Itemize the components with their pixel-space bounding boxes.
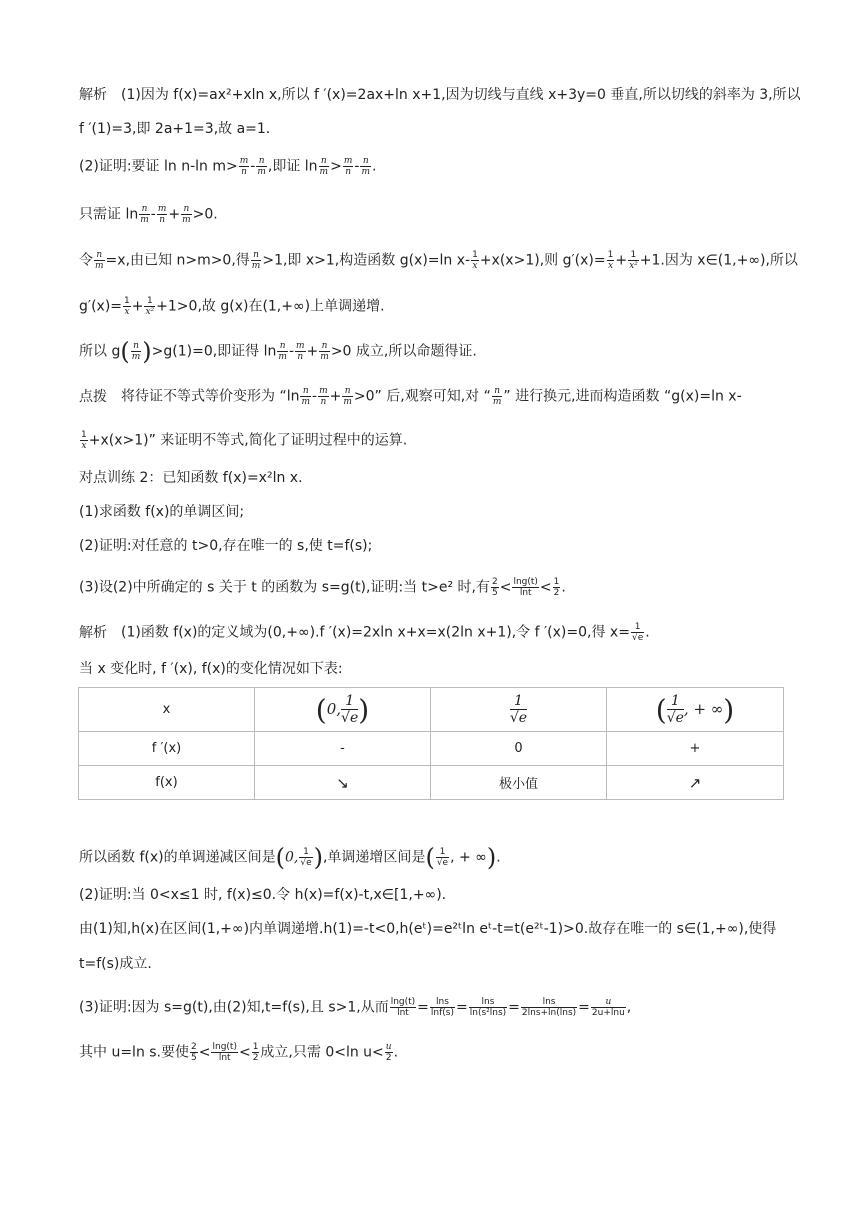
- text: (3)证明:因为 s=g(t),由(2)知,t=f(s),且 s>1,从而: [79, 999, 389, 1016]
- text: =x,由已知 n>m>0,得: [105, 252, 250, 269]
- text: 成立,只需 0<ln u<: [260, 1044, 384, 1061]
- fraction: $\frac{n}{m}$: [140, 204, 149, 225]
- fraction: $\frac{1}{2}$: [553, 577, 560, 598]
- solution-line-1: [79, 86, 801, 104]
- monotonic-intervals: 所以函数 f(x)的单调递减区间是(0, $\frac{1}{√e}$ ),单调递增区间是( $\frac{1}{√e}$ , + ∞).: [79, 843, 501, 872]
- fraction: $\frac{n}{m}$: [182, 204, 191, 225]
- variation-table: [78, 687, 784, 800]
- table-cell: +: [607, 732, 784, 766]
- text: >0.: [192, 206, 218, 223]
- fraction: $\frac{m}{n}$: [157, 204, 167, 225]
- text: 当 x 变化时, f ′(x), f(x)的变化情况如下表:: [79, 661, 343, 677]
- fraction: $\frac{n}{m}$: [319, 156, 329, 177]
- fraction: $\frac{u}{2u+\ln u}$: [591, 997, 625, 1018]
- fraction: $\frac{1}{x}$: [81, 430, 87, 451]
- text: (1)函数 f(x)的定义域为(0,+∞).f ′(x)=2xln x+x=x(2ln x+1),令 f ′(x)=0,得 x=: [121, 624, 630, 641]
- fraction: $\frac{m}{n}$: [319, 386, 328, 407]
- text: .: [371, 158, 377, 175]
- text: +1>0,故 g(x)在(1,+∞)上单调递增.: [156, 298, 385, 315]
- text: =: [578, 999, 590, 1016]
- text: +: [131, 298, 144, 315]
- text: (3)设(2)中所确定的 s 关于 t 的函数为 s=g(t),证明:当 t>e² 时,有: [79, 579, 490, 596]
- fraction: $\frac{n}{m}$: [251, 250, 261, 271]
- fraction: $\frac{\ln g(t)}{\ln t}$: [212, 1042, 237, 1063]
- fraction: $\frac{2}{5}$: [191, 1042, 197, 1063]
- table-cell: f ′(x): [79, 732, 255, 766]
- text: 所以函数 f(x)的单调递减区间是: [79, 849, 276, 866]
- text: 令: [79, 252, 93, 269]
- text: >g(1)=0,即证得 ln: [151, 343, 277, 360]
- proof-line-5: 所以 g( $\frac{n}{m}$ )>g(1)=0,即证得 ln $\frac{n}{m}$ - $\frac{m}{n}$ + $\frac{n}{m}$ >0 成立,所以命题得证.: [79, 337, 477, 366]
- table-cell: x: [79, 688, 255, 732]
- fraction: $\frac{\ln g(t)}{\ln t}$: [513, 577, 538, 598]
- text: (2)证明:对任意的 t>0,存在唯一的 s,使 t=f(s);: [79, 538, 373, 554]
- fraction: $\frac{n}{m}$: [492, 386, 502, 407]
- fraction: $\frac{n}{m}$: [257, 156, 266, 177]
- proof-line-3: [79, 250, 798, 271]
- fraction: $\frac{\ln g(t)}{\ln t}$: [390, 997, 416, 1018]
- proof2-line-2: [79, 920, 776, 938]
- exercise-part-2: [79, 537, 372, 555]
- proof-line-4: [79, 296, 385, 317]
- text: =: [508, 999, 520, 1016]
- table-cell: ( $\frac{1}{√e}$ , + ∞): [607, 688, 784, 732]
- fraction: $\frac{1}{√e}$: [436, 847, 449, 868]
- exercise-title: [79, 469, 303, 487]
- fraction: $\frac{n}{m}$: [301, 386, 311, 407]
- text: .: [393, 1044, 399, 1061]
- fraction: $\frac{1}{x}$: [472, 250, 478, 271]
- text: -: [288, 343, 294, 360]
- text: <: [539, 579, 552, 596]
- text: +: [306, 343, 319, 360]
- text: >0” 后,观察可知,对 “: [353, 388, 491, 405]
- fraction: $\frac{n}{m}$: [320, 341, 329, 362]
- proof-line-2: [79, 204, 218, 225]
- text: -: [150, 206, 156, 223]
- fraction: $\frac{1}{2}$: [252, 1042, 259, 1063]
- fraction: $\frac{n}{m}$: [361, 156, 370, 177]
- text: =: [456, 999, 468, 1016]
- text: ” 进行换元,进而构造函数 “g(x)=ln x-: [503, 388, 742, 405]
- fraction: $\frac{2}{5}$: [491, 577, 498, 598]
- text: ,: [626, 999, 632, 1016]
- fraction: $\frac{u}{2}$: [385, 1042, 392, 1063]
- fraction: $\frac{m}{n}$: [296, 341, 305, 362]
- fraction: $\frac{n}{m}$: [343, 386, 352, 407]
- fraction: $\frac{\ln s}{\ln f(s)}$: [430, 997, 454, 1018]
- text: 将待证不等式等价变形为 “ln: [121, 388, 300, 405]
- text: +x(x>1)” 来证明不等式,简化了证明过程中的运算.: [88, 432, 408, 449]
- decreasing-arrow-icon: ↘: [255, 766, 431, 800]
- text: f ′(1)=3,即 2a+1=3,故 a=1.: [79, 121, 271, 137]
- proof3-line-1: [79, 997, 631, 1018]
- table-row: [79, 766, 784, 800]
- table-intro: [79, 660, 343, 678]
- text: (1)因为 f(x)=ax²+xln x,所以 f ′(x)=2ax+ln x+1,因为切线与直线 x+3y=0 垂直,所以切线的斜率为 3,所以: [121, 87, 801, 103]
- proof2-line-3: [79, 955, 152, 973]
- text: 其中 u=ln s.要使: [79, 1044, 190, 1061]
- proof2-line-1: [79, 886, 446, 904]
- text: >1,即 x>1,构造函数 g(x)=ln x-: [262, 252, 471, 269]
- text: <: [499, 579, 512, 596]
- fraction: $\frac{n}{m}$: [131, 341, 141, 362]
- text: (1)求函数 f(x)的单调区间;: [79, 504, 245, 520]
- fraction: $\frac{m}{n}$: [343, 156, 353, 177]
- table-row: [79, 732, 784, 766]
- table-cell: 0: [431, 732, 607, 766]
- hint-line-2: [79, 430, 407, 451]
- text: (2)证明:要证 ln n-ln m>: [79, 158, 238, 175]
- solution2-line-1: [79, 622, 650, 643]
- text: (2)证明:当 0<x≤1 时, f(x)≤0.令 h(x)=f(x)-t,x∈[1,+∞).: [79, 887, 447, 903]
- fraction: $\frac{m}{n}$: [239, 156, 249, 177]
- fraction: $\frac{1}{√e}$: [631, 622, 644, 643]
- fraction: $\frac{\ln s}{\text{ln(s²lns)}}$: [469, 997, 507, 1018]
- table-cell: f(x): [79, 766, 255, 800]
- fraction: $\frac{n}{m}$: [278, 341, 287, 362]
- text: 所以 g: [79, 343, 121, 360]
- text: <: [238, 1044, 251, 1061]
- text: =: [417, 999, 429, 1016]
- text: >0 成立,所以命题得证.: [330, 343, 477, 360]
- table-row: [79, 688, 784, 732]
- text: +x(x>1),则 g′(x)=: [479, 252, 606, 269]
- text: 只需证 ln: [79, 206, 139, 223]
- fraction: $\frac{\ln s}{2\ln s+\ln(\ln s)}$: [521, 997, 577, 1018]
- label-dianbo: 点拨: [79, 388, 107, 405]
- hint-line-1: [79, 386, 742, 407]
- text: 由(1)知,h(x)在区间(1,+∞)内单调递增.h(1)=-t<0,h(eᵗ)=e²ᵗln eᵗ-t=t(e²ᵗ-1)>0.故存在唯一的 s∈(1,+∞),使得: [79, 921, 777, 937]
- text: >: [330, 158, 342, 175]
- text: <: [198, 1044, 211, 1061]
- fraction: $\frac{1}{√e}$: [300, 847, 312, 868]
- text: 对点训练 2：已知函数 f(x)=x²ln x.: [79, 470, 303, 486]
- solution-line-2: [79, 120, 270, 138]
- text: -: [250, 158, 256, 175]
- text: -: [354, 158, 360, 175]
- label-jiexi-2: 解析: [79, 624, 107, 641]
- increasing-arrow-icon: ↗: [607, 766, 784, 800]
- proof3-line-2: [79, 1042, 398, 1063]
- fraction: $\frac{1}{x}$: [607, 250, 614, 271]
- text: ,即证 ln: [267, 158, 318, 175]
- text: +: [615, 252, 628, 269]
- text: .: [496, 849, 501, 866]
- text: ,单调递增区间是: [322, 849, 426, 866]
- text: .: [645, 624, 650, 641]
- fraction: $\frac{1}{x}$: [124, 296, 130, 317]
- text: +: [329, 388, 342, 405]
- table-cell: $\frac{1}{√e}$: [431, 688, 607, 732]
- fraction: $\frac{1}{\text{x²}}$: [629, 250, 638, 271]
- fraction: $\frac{1}{\text{x²}}$: [145, 296, 155, 317]
- fraction: $\frac{n}{m}$: [95, 250, 104, 271]
- text: +1.因为 x∈(1,+∞),所以: [639, 252, 798, 269]
- exercise-part-3: [79, 577, 566, 598]
- text: .: [561, 579, 566, 596]
- text: t=f(s)成立.: [79, 956, 152, 972]
- text: -: [312, 388, 318, 405]
- table-cell: (0, $\frac{1}{√e}$ ): [255, 688, 431, 732]
- text: g′(x)=: [79, 298, 123, 315]
- proof-line-1: [79, 156, 376, 177]
- text: +: [168, 206, 181, 223]
- exercise-part-1: [79, 503, 244, 521]
- table-cell: 极小值: [431, 766, 607, 800]
- label-jiexi: 解析: [79, 87, 107, 103]
- table-cell: -: [255, 732, 431, 766]
